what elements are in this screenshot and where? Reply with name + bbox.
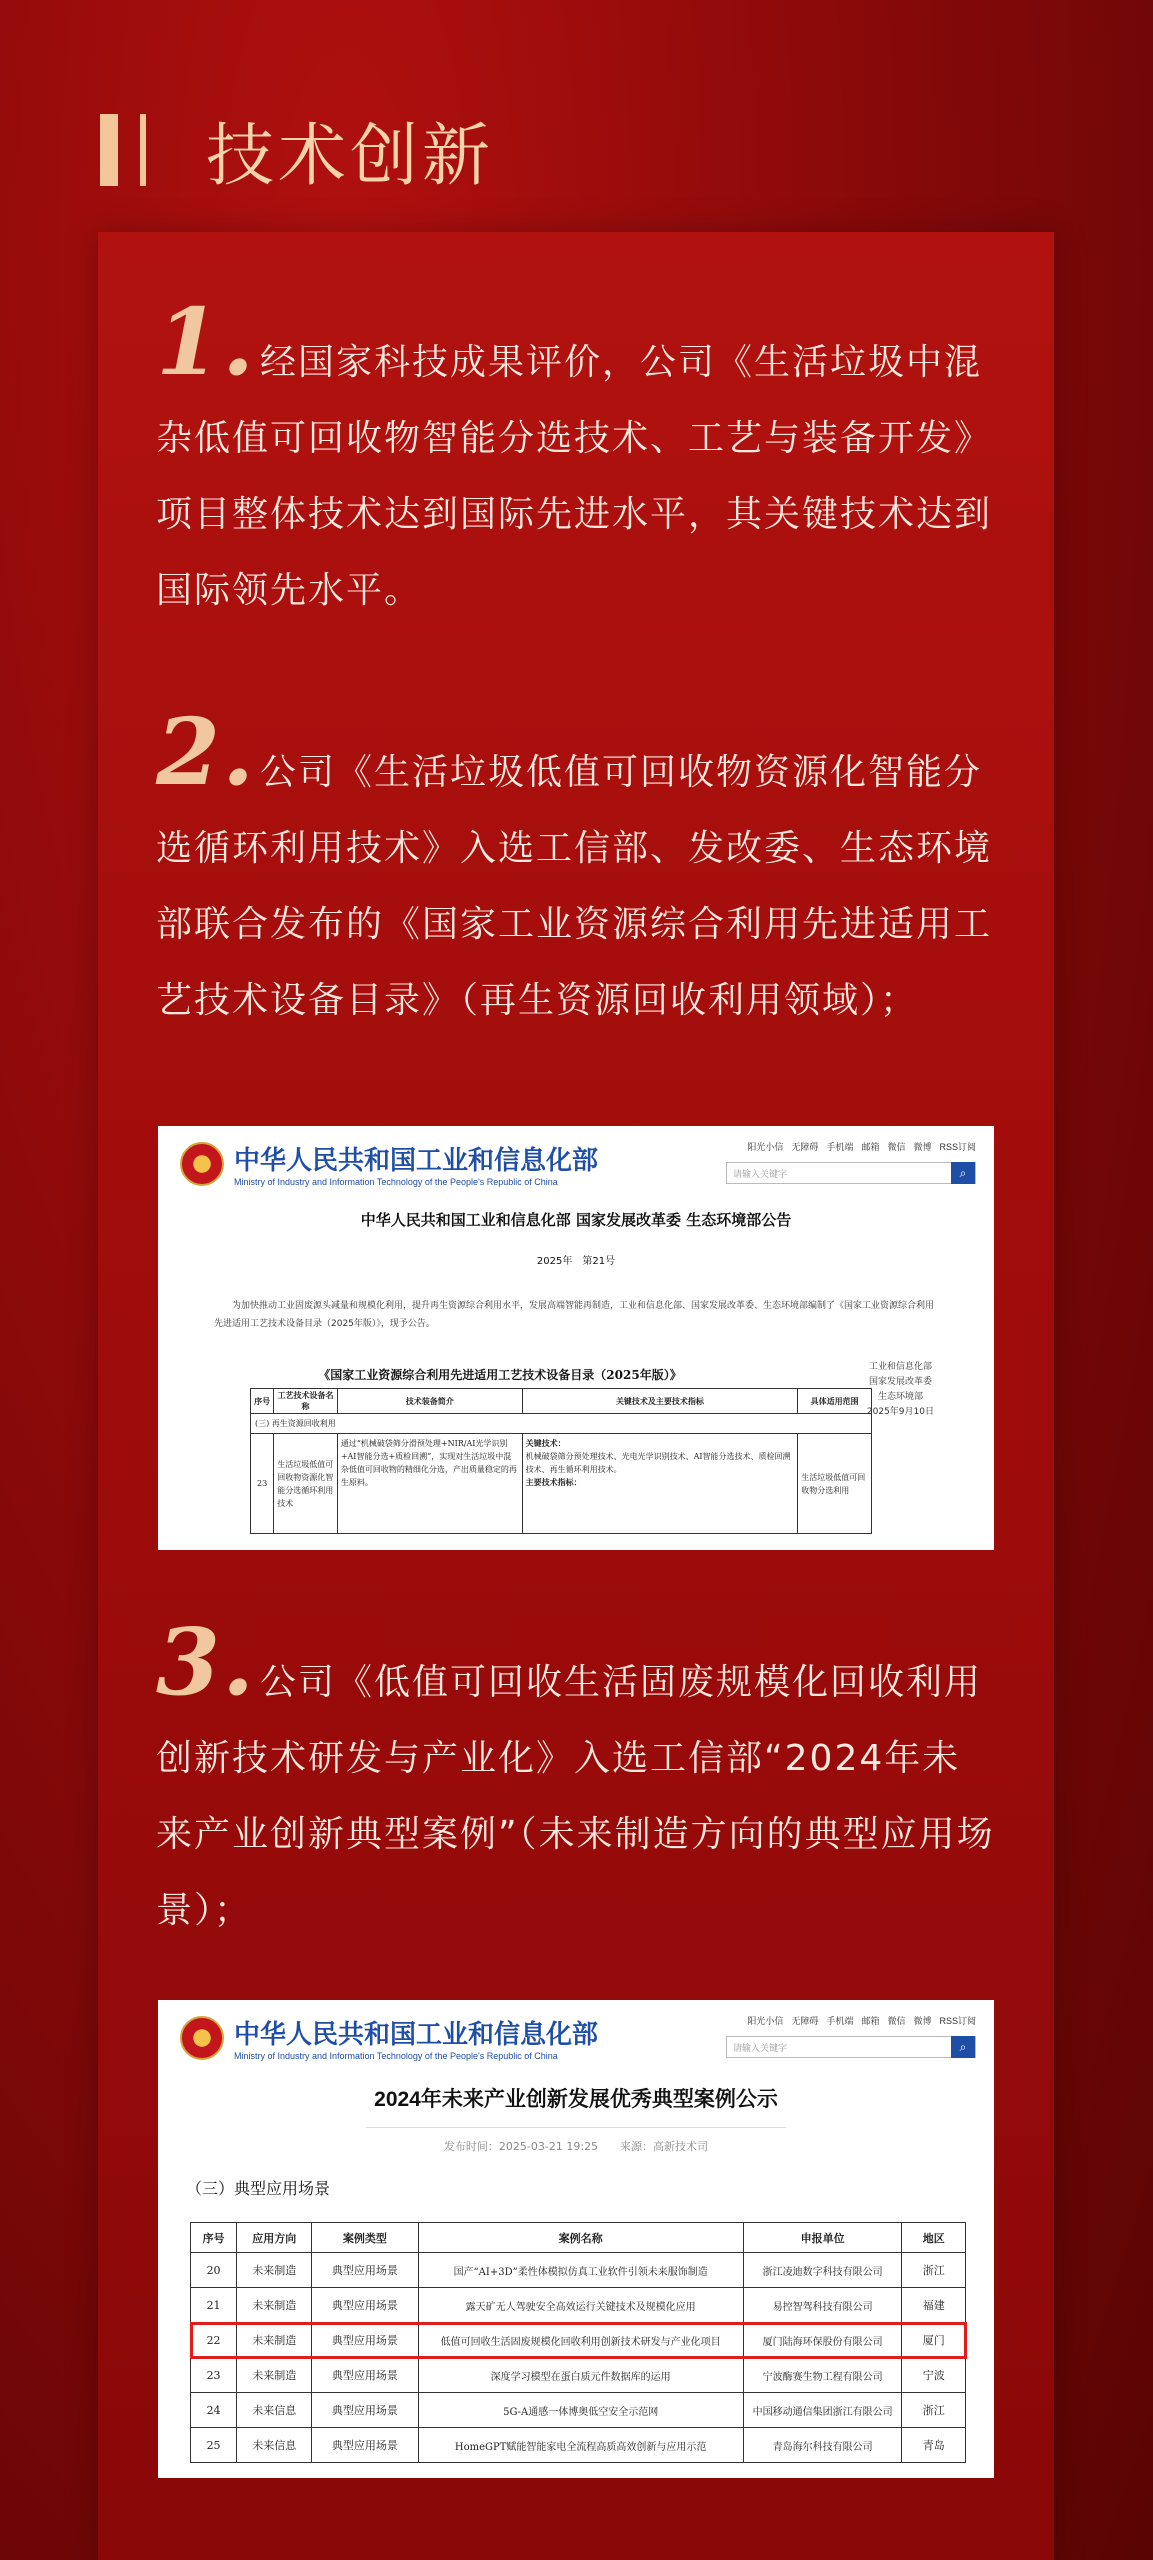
ministry-name: 中华人民共和国工业和信息化部 xyxy=(234,1145,599,1175)
publish-meta: 发布时间：2025-03-21 19:25 来源：高新技术司 xyxy=(443,2140,709,2153)
item-number: 3. xyxy=(156,1608,257,1716)
nav-link[interactable]: 邮箱 xyxy=(861,2016,880,2026)
highlighted-table-row: 22 未来制造 典型应用场景 低值可回收生活固废规模化回收利用创新技术研发与产业化项目 厦门陆海环保股份有限公司 厦门 xyxy=(191,2323,966,2358)
table-section-title: （三）典型应用场景 xyxy=(186,2179,331,2198)
nav-link[interactable]: 微博 xyxy=(913,2016,932,2026)
search-icon[interactable]: ⌕ xyxy=(951,1162,975,1184)
notice-body: 为加快推动工业固废源头减量和规模化利用，提升再生资源综合利用水平，发展高端智能再制造，工业和信息化部、国家发展改革委、生态环境部编制了《国家工业资源综合利用先进适用工艺技术设备目录（2025年版）》，现予公告。 xyxy=(214,1301,935,1329)
nav-link[interactable]: 手机端 xyxy=(826,1142,854,1152)
item-1 xyxy=(156,288,996,629)
catalog-title: 《国家工业资源综合利用先进适用工艺技术设备目录（2025年版）》 xyxy=(318,1368,682,1382)
col-header: 工艺技术设备名称 xyxy=(274,1389,338,1414)
search-icon[interactable]: ⌕ xyxy=(951,2036,975,2058)
col-header: 序号 xyxy=(191,2223,237,2253)
catalog-table xyxy=(250,1388,872,1534)
ministry-english-name: Ministry of Industry and Information Technology of the People's Republic of China xyxy=(234,1177,558,1187)
item-2 xyxy=(156,698,996,1039)
col-header: 技术装备简介 xyxy=(337,1389,522,1414)
item-3 xyxy=(156,1608,996,1949)
ministry-english-name: Ministry of Industry and Information Technology of the People's Republic of China xyxy=(234,2051,558,2061)
nav-link[interactable]: 阳光小信 xyxy=(747,1142,784,1152)
table-row: 21 未来制造 典型应用场景 露天矿无人驾驶安全高效运行关键技术及规模化应用 易控智驾科技有限公司 福建 xyxy=(191,2288,966,2323)
notice-signature: 工业和信息化部 国家发展改革委 生态环境部 2025年9月10日 xyxy=(866,1362,934,1417)
nav-link[interactable]: 邮箱 xyxy=(861,1142,880,1152)
search-input[interactable]: 请输入关键字 ⌕ xyxy=(726,1162,976,1184)
notice-headline: 中华人民共和国工业和信息化部 国家发展改革委 生态环境部公告 xyxy=(360,1211,792,1229)
item-text: 公司《低值可回收生活固废规模化回收利用创新技术研发与产业化》入选工信部“2024年未来产业创新典型案例”（未来制造方向的典型应用场景）； xyxy=(156,1662,995,1931)
table-row: 25 未来信息 典型应用场景 HomeGPT赋能智能家电全流程高质高效创新与应用示范 青岛海尔科技有限公司 青岛 xyxy=(191,2428,966,2463)
table-row: 24 未来信息 典型应用场景 5G-A通感一体博奥低空安全示范网 中国移动通信集团浙江有限公司 浙江 xyxy=(191,2393,966,2428)
nav-link[interactable]: 微博 xyxy=(913,1142,932,1152)
nav-link[interactable]: 无障碍 xyxy=(791,2016,819,2026)
col-header: 关键技术及主要技术指标 xyxy=(522,1389,798,1414)
nav-link[interactable]: 手机端 xyxy=(826,2016,854,2026)
col-header: 案例类型 xyxy=(312,2223,418,2253)
national-emblem-icon xyxy=(180,1142,224,1186)
nav-link[interactable]: RSS订阅 xyxy=(939,2016,976,2026)
notice-headline: 2024年未来产业创新发展优秀典型案例公示 xyxy=(374,2088,778,2111)
national-emblem-icon xyxy=(180,2016,224,2060)
nav-link[interactable]: 微信 xyxy=(887,1142,906,1152)
section-header xyxy=(100,110,495,196)
nav-link[interactable]: 阳光小信 xyxy=(747,2016,784,2026)
notice-screenshot-1 xyxy=(158,1126,994,1550)
top-nav xyxy=(739,2014,976,2027)
item-number: 1. xyxy=(156,288,257,396)
table-section: (三) 再生资源回收利用 xyxy=(251,1414,872,1434)
top-nav xyxy=(739,1140,976,1153)
nav-link[interactable]: 微信 xyxy=(887,2016,906,2026)
page-title: 技术创新 xyxy=(206,116,495,196)
nav-link[interactable]: 无障碍 xyxy=(791,1142,819,1152)
item-text: 经国家科技成果评价，公司《生活垃圾中混杂低值可回收物智能分选技术、工艺与装备开发》项目整体技术达到国际先进水平，其关键技术达到国际领先水平。 xyxy=(156,342,993,611)
cases-table xyxy=(190,2222,966,2463)
item-number: 2. xyxy=(156,698,257,806)
table-row: 23 生活垃圾低值可回收物资源化智能分选循环利用技术 通过“机械破袋筛分滑预处理+NIR/AI光学识别+AI智能分选+质检回溯”，实现对生活垃圾中混杂低值可回收物的精细化分选，产出质量稳定的再生原料。 关键技术： 机械破袋筛分预处理技术、光电光学识别技术、AI智能分选技术、质检回溯技术、再生循环利用技术。 主要技术指标： 生活垃圾低值可回收物分选利用 xyxy=(251,1434,872,1534)
col-header: 案例名称 xyxy=(418,2223,743,2253)
divider xyxy=(366,2127,786,2128)
col-header: 具体适用范围 xyxy=(798,1389,872,1414)
col-header: 申报单位 xyxy=(743,2223,902,2253)
search-input[interactable]: 请输入关键字 ⌕ xyxy=(726,2036,976,2058)
col-header: 应用方向 xyxy=(237,2223,312,2253)
notice-number: 2025年 第21号 xyxy=(536,1256,616,1267)
nav-link[interactable]: RSS订阅 xyxy=(939,1142,976,1152)
header-bar-thin xyxy=(140,114,146,186)
notice-screenshot-2 xyxy=(158,2000,994,2478)
col-header: 序号 xyxy=(251,1389,274,1414)
table-row: 20 未来制造 典型应用场景 国产“AI+3D”柔性体模拟仿真工业软件引领未来服饰制造 浙江凌迪数字科技有限公司 浙江 xyxy=(191,2253,966,2288)
col-header: 地区 xyxy=(902,2223,966,2253)
table-row: 23 未来制造 典型应用场景 深度学习模型在蛋白质元件数据库的运用 宁波酶赛生物工程有限公司 宁波 xyxy=(191,2358,966,2393)
item-text: 公司《生活垃圾低值可回收物资源化智能分选循环利用技术》入选工信部、发改委、生态环境部联合发布的《国家工业资源综合利用先进适用工艺技术设备目录》（再生资源回收利用领域）； xyxy=(156,752,993,1021)
header-bar-thick xyxy=(100,114,118,186)
ministry-name: 中华人民共和国工业和信息化部 xyxy=(234,2019,599,2049)
